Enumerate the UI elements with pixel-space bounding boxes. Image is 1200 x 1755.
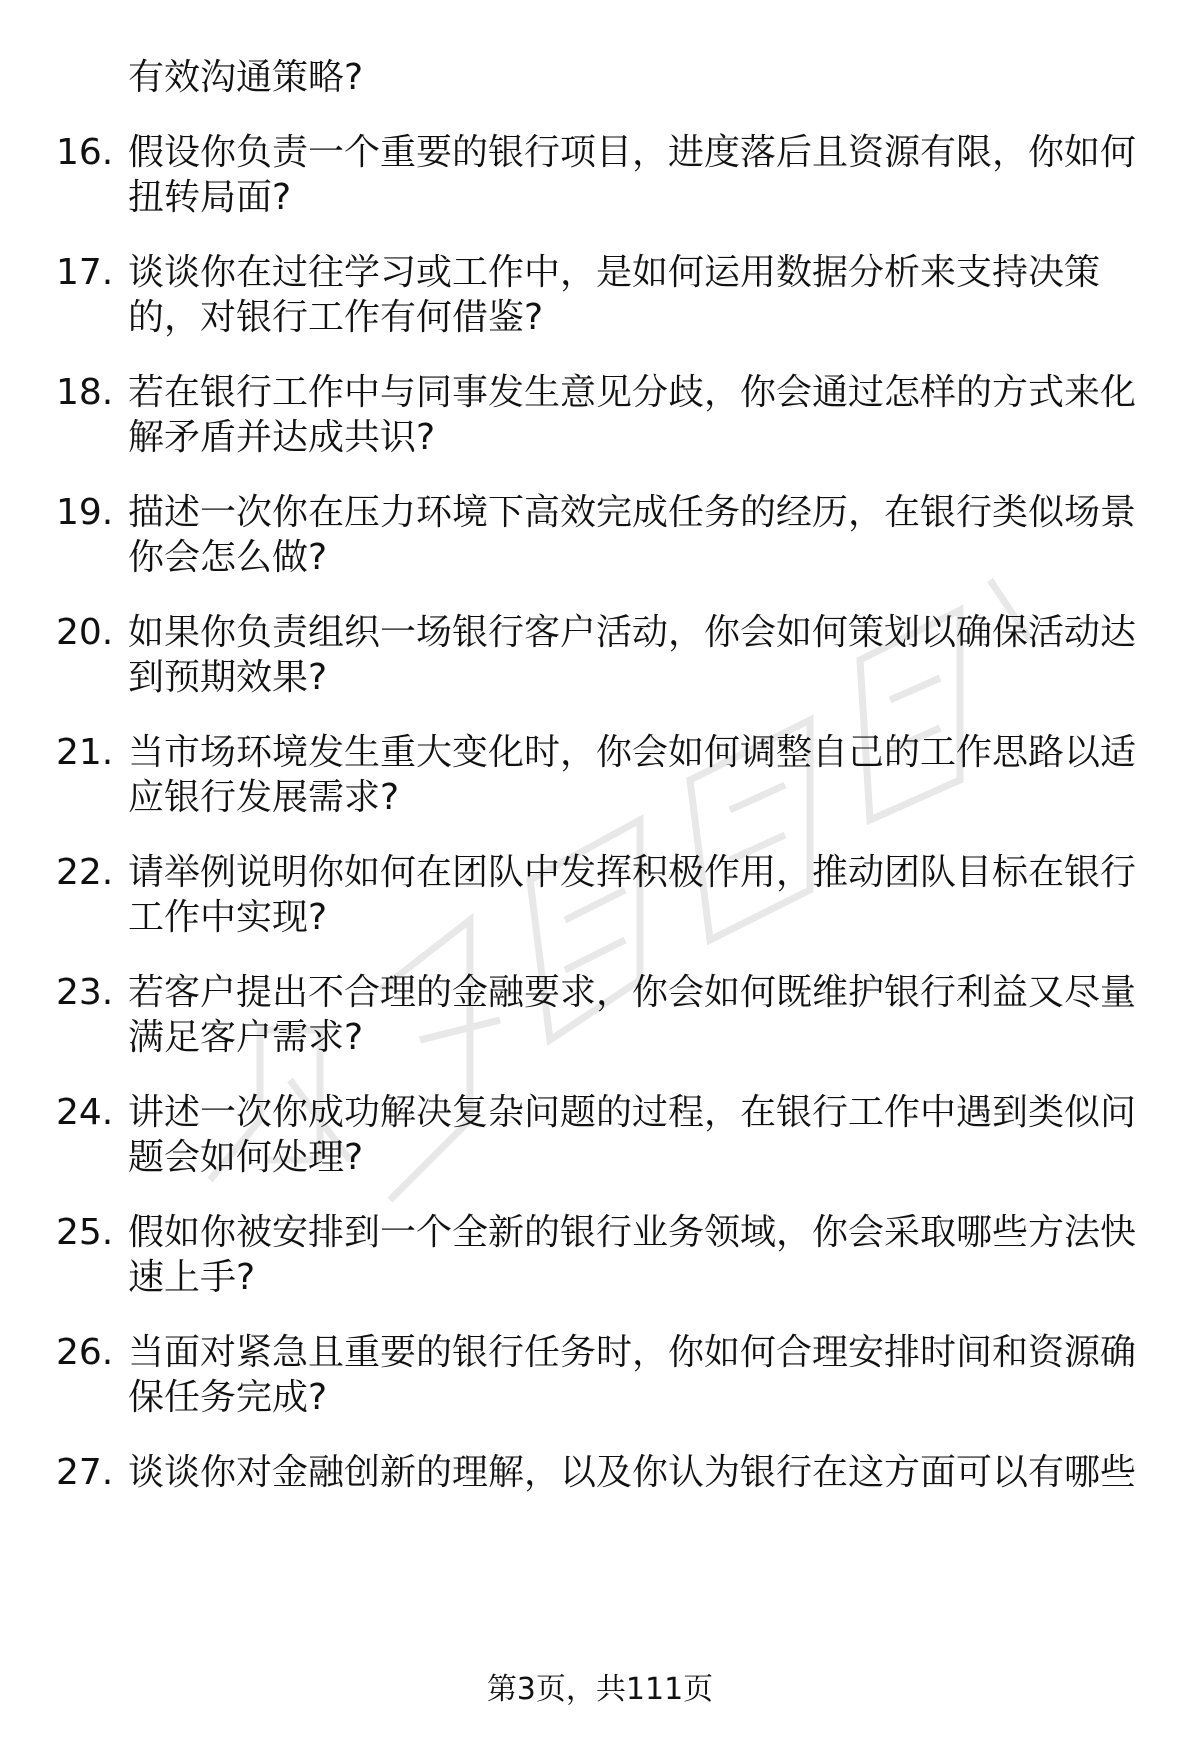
question-number: 26.: [56, 1332, 114, 1373]
question-number: 17.: [56, 252, 114, 293]
question-text: 到预期效果?: [128, 657, 328, 698]
question-text: 谈谈你在过往学习或工作中，是如何运用数据分析来支持决策: [128, 252, 1101, 293]
question-text: 保任务完成?: [128, 1377, 328, 1418]
page-number: 第3页，共111页: [486, 1672, 714, 1707]
question-line-continued: [0, 532, 1200, 584]
question-number: 22.: [56, 852, 114, 893]
question-text: 描述一次你在压力环境下高效完成任务的经历，在银行类似场景: [128, 492, 1137, 533]
question-text: 当市场环境发生重大变化时，你会如何调整自己的工作思路以适: [128, 732, 1137, 773]
question-line-continued: [0, 172, 1200, 224]
question-text: 你会怎么做?: [128, 537, 328, 578]
question-text: 的，对银行工作有何借鉴?: [128, 297, 544, 338]
question-text: 如果你负责组织一场银行客户活动，你会如何策划以确保活动达: [128, 612, 1137, 653]
question-line-continued: [0, 892, 1200, 944]
question-text: 当面对紧急且重要的银行任务时，你如何合理安排时间和资源确: [128, 1332, 1137, 1373]
question-number: 24.: [56, 1092, 114, 1133]
question-line-continued: [0, 1372, 1200, 1424]
question-line-continued: [0, 412, 1200, 464]
question-text: 谈谈你对金融创新的理解，以及你认为银行在这方面可以有哪些: [128, 1452, 1137, 1493]
question-line-continued: [0, 1252, 1200, 1304]
question-text: 请举例说明你如何在团队中发挥积极作用，推动团队目标在银行: [128, 852, 1137, 893]
question-text: 满足客户需求?: [128, 1017, 364, 1058]
question-number: 16.: [56, 132, 114, 173]
question-text: 讲述一次你成功解决复杂问题的过程，在银行工作中遇到类似问: [128, 1092, 1137, 1133]
question-number: 20.: [56, 612, 114, 653]
question-text: 假设你负责一个重要的银行项目，进度落后且资源有限，你如何: [128, 132, 1137, 173]
question-text: 假如你被安排到一个全新的银行业务领域，你会采取哪些方法快: [128, 1212, 1137, 1253]
question-text: 题会如何处理?: [128, 1137, 364, 1178]
question-number: 23.: [56, 972, 114, 1013]
question-text: 工作中实现?: [128, 897, 328, 938]
question-line-continued: [0, 1132, 1200, 1184]
question-line-continued: [0, 292, 1200, 344]
question-number: 18.: [56, 372, 114, 413]
question-line-continued: [0, 652, 1200, 704]
question-number: 27.: [56, 1452, 114, 1493]
question-text: 扭转局面?: [128, 177, 292, 218]
question-text: 应银行发展需求?: [128, 777, 400, 818]
question-line: [0, 52, 1200, 104]
question-number: 25.: [56, 1212, 114, 1253]
question-text: 有效沟通策略?: [128, 57, 364, 98]
question-line: [0, 1447, 1200, 1499]
question-text: 解矛盾并达成共识?: [128, 417, 436, 458]
question-number: 19.: [56, 492, 114, 533]
question-text: 若客户提出不合理的金融要求，你会如何既维护银行利益又尽量: [128, 972, 1137, 1013]
question-line-continued: [0, 1012, 1200, 1064]
question-number: 21.: [56, 732, 114, 773]
question-text: 速上手?: [128, 1257, 256, 1298]
question-line-continued: [0, 772, 1200, 824]
question-text: 若在银行工作中与同事发生意见分歧，你会通过怎样的方式来化: [128, 372, 1137, 413]
